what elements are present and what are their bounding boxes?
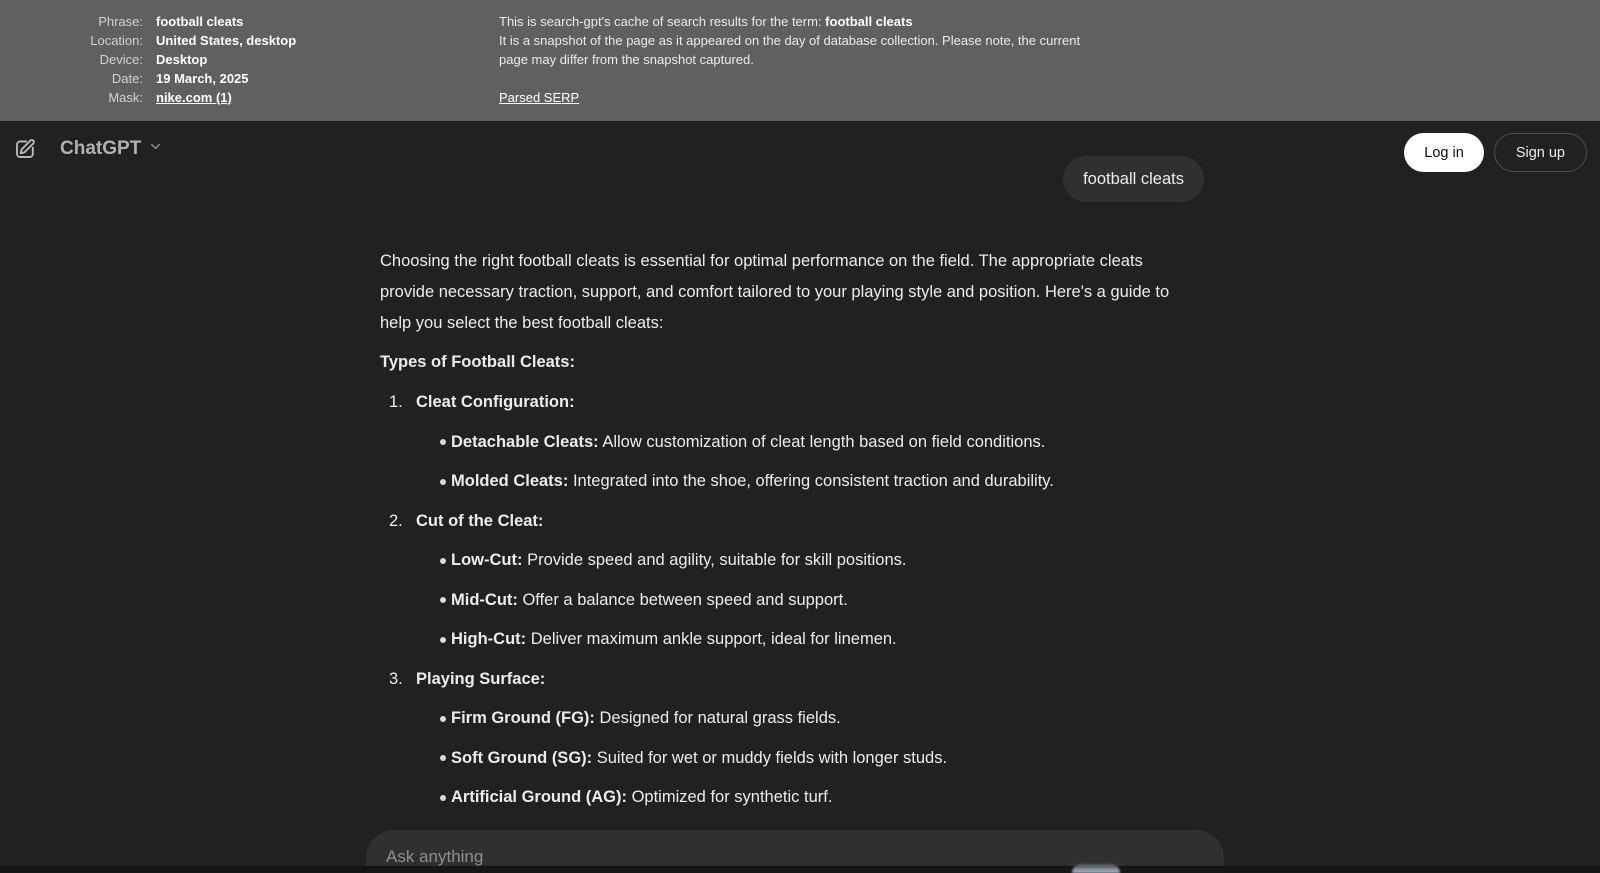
- query-metadata: [0, 12, 296, 107]
- chat-input-placeholder: Ask anything: [386, 847, 484, 866]
- bullet-text: Integrated into the shoe, offering consistent traction and durability.: [568, 472, 1054, 490]
- user-message-bubble: football cleats: [1063, 156, 1204, 202]
- bullet-text: Provide speed and agility, suitable for skill positions.: [522, 551, 907, 569]
- list-item-heading: [380, 387, 1170, 418]
- bullet-text: Allow customization of cleat length based on field conditions.: [598, 432, 1046, 451]
- bullet-term: Molded Cleats:: [451, 472, 569, 490]
- chat-header: [0, 121, 1600, 181]
- meta-label: Phrase:: [98, 14, 143, 29]
- list-number: 1.: [389, 393, 403, 411]
- bullet-text: Offer a balance between speed and support.: [517, 590, 848, 609]
- bullet-text: Optimized for synthetic turf.: [627, 788, 833, 806]
- bullet-term: Artificial Ground (AG):: [451, 788, 627, 806]
- meta-row-mask: [0, 88, 296, 107]
- auth-buttons: [1404, 133, 1587, 172]
- cache-banner: [0, 0, 1600, 121]
- bottom-edge-strip: [0, 866, 1600, 873]
- app-title-label: ChatGPT: [60, 138, 142, 159]
- cutoff-button-artifact: [1072, 864, 1120, 873]
- bullet-term: Firm Ground (FG):: [451, 709, 595, 727]
- bullet-item: [380, 585, 1170, 616]
- meta-row-date: [0, 69, 296, 88]
- meta-label: Location:: [90, 33, 143, 48]
- cache-note-prefix: This is search-gpt's cache of search results for the term:: [499, 14, 826, 29]
- model-switcher[interactable]: [60, 138, 163, 160]
- meta-label: Mask:: [108, 90, 143, 105]
- cache-note: [499, 12, 1099, 107]
- bullet-item: [380, 743, 1170, 774]
- cache-note-line: [499, 12, 1099, 31]
- cleat-types-list: [380, 387, 1170, 813]
- chat-main: [0, 121, 1600, 873]
- meta-value: football cleats: [156, 14, 244, 29]
- list-number: 2.: [389, 511, 403, 530]
- login-button[interactable]: Log in: [1404, 133, 1484, 172]
- assistant-response: [370, 246, 1230, 813]
- sub-list: [380, 427, 1170, 498]
- meta-row-device: [0, 50, 296, 69]
- meta-value: 19 March, 2025: [156, 71, 249, 86]
- bullet-term: Mid-Cut:: [451, 590, 518, 609]
- bullet-term: Detachable Cleats:: [451, 432, 599, 451]
- bullet-term: Low-Cut:: [451, 551, 523, 569]
- bullet-item: [380, 545, 1170, 576]
- bullet-item: [380, 703, 1170, 734]
- bullet-term: High-Cut:: [451, 630, 527, 648]
- parsed-serp-link[interactable]: Parsed SERP: [499, 90, 580, 105]
- snapshot-note: It is a snapshot of the page as it appeared on the day of database collection. Please note, the current page may differ from the snapshot captured.: [499, 33, 1081, 67]
- meta-value: Desktop: [156, 52, 208, 67]
- list-item: [380, 506, 1170, 656]
- meta-row-phrase: [0, 12, 296, 31]
- signup-button[interactable]: Sign up: [1494, 133, 1587, 172]
- conversation: [370, 121, 1230, 813]
- bullet-text: Deliver maximum ankle support, ideal for linemen.: [526, 630, 897, 648]
- compose-icon: [13, 137, 37, 166]
- response-intro: Choosing the right football cleats is essential for optimal performance on the field. The appropriate cleats provide necessary traction, support, and comfort tailored to your playing style and position. Here's a guide to help you select the best football cleats:: [380, 252, 1170, 332]
- bullet-item: [380, 624, 1170, 655]
- list-item-heading: [380, 506, 1170, 537]
- meta-label: Device:: [99, 52, 143, 67]
- section-heading: Types of Football Cleats:: [380, 353, 575, 371]
- list-item: [380, 664, 1170, 814]
- sub-list: [380, 545, 1170, 655]
- bullet-text: Designed for natural grass fields.: [594, 709, 841, 727]
- list-item-heading: [380, 664, 1170, 695]
- bullet-item: [380, 782, 1170, 813]
- meta-row-location: [0, 31, 296, 50]
- list-number: 3.: [389, 669, 403, 688]
- list-title: Playing Surface:: [416, 669, 546, 688]
- list-title: Cleat Configuration:: [416, 393, 575, 411]
- sub-list: [380, 703, 1170, 813]
- bullet-term: Soft Ground (SG):: [451, 748, 593, 767]
- new-chat-button[interactable]: [12, 138, 38, 164]
- list-item: [380, 387, 1170, 497]
- list-title: Cut of the Cleat:: [416, 511, 544, 530]
- bullet-text: Suited for wet or muddy fields with longer studs.: [592, 748, 948, 767]
- cache-note-term: football cleats: [825, 14, 913, 29]
- bullet-item: [380, 427, 1170, 458]
- chevron-down-icon: [148, 138, 163, 160]
- mask-link[interactable]: nike.com (1): [156, 90, 232, 105]
- meta-value: United States, desktop: [156, 33, 297, 48]
- meta-label: Date:: [111, 71, 143, 86]
- bullet-item: [380, 466, 1170, 497]
